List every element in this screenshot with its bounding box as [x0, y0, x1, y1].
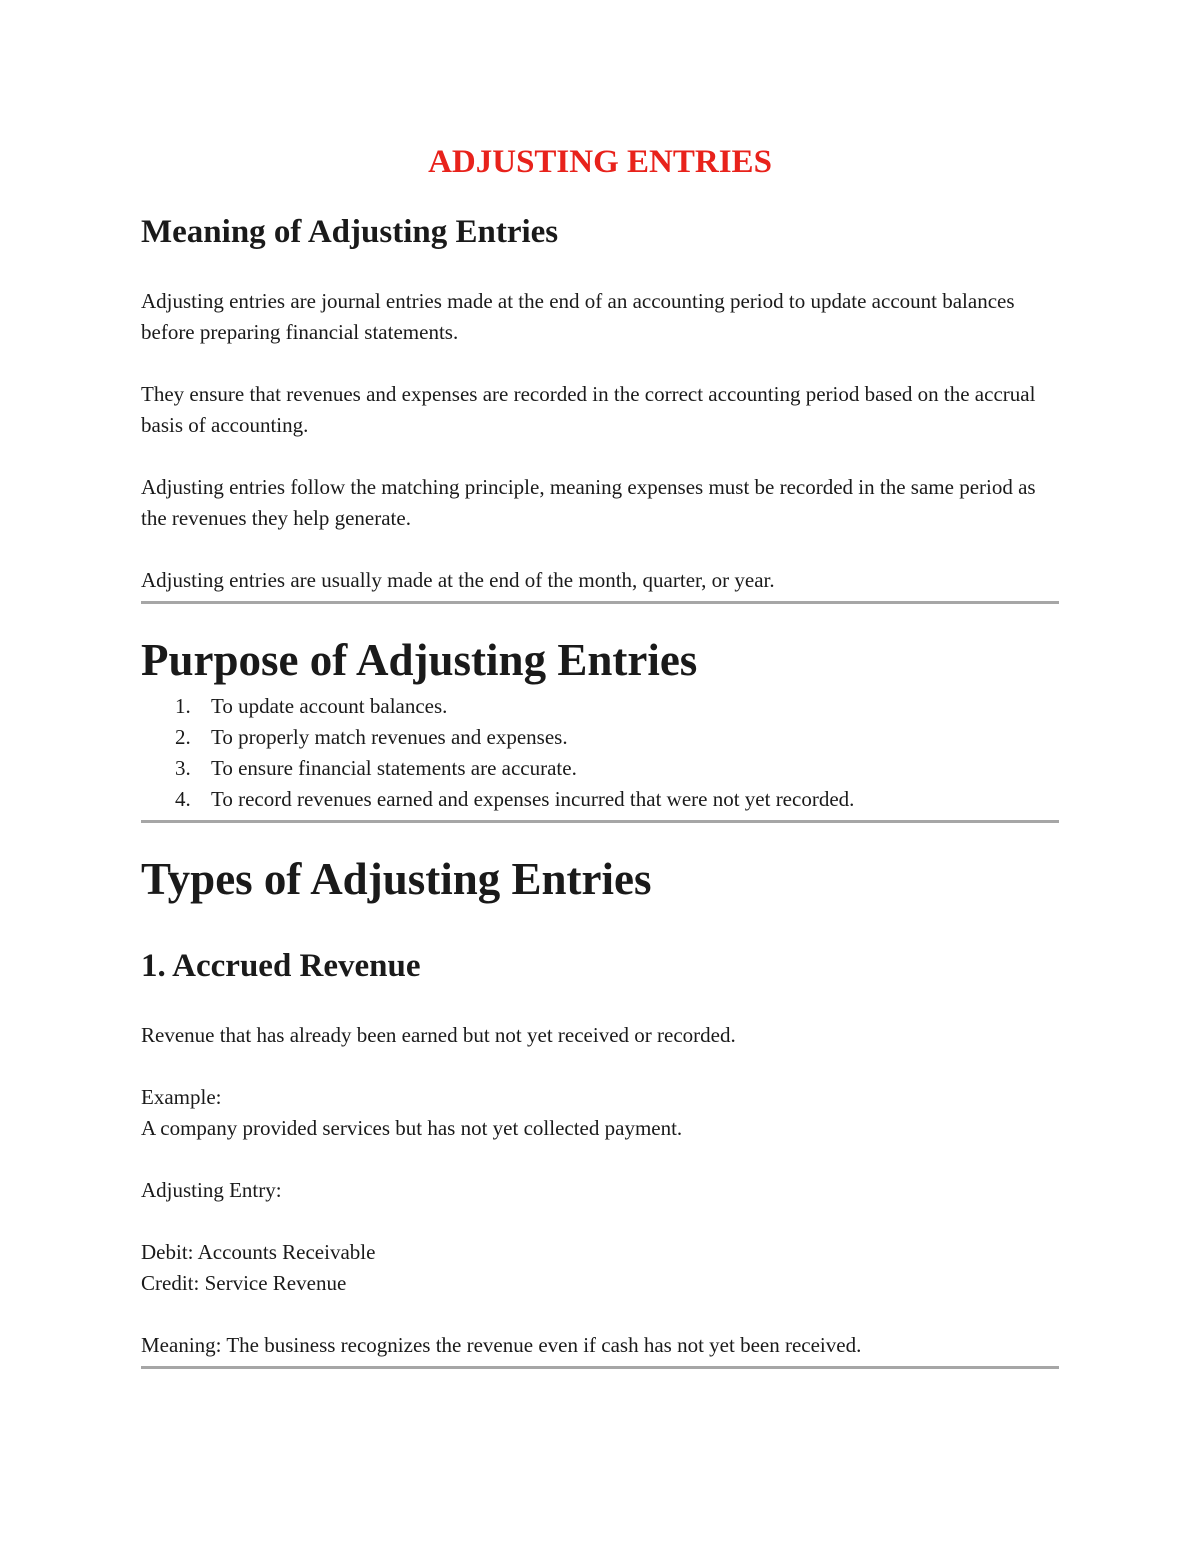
list-item — [141, 784, 854, 815]
meaning-paragraph-1: Adjusting entries are journal entries made at the end of an accounting period to update account balances before preparing financial statements. — [141, 289, 1015, 344]
list-item-text: To ensure financial statements are accurate. — [211, 756, 577, 780]
meaning-paragraph-3: Adjusting entries follow the matching principle, meaning expenses must be recorded in the same period as the revenues they help generate. — [141, 475, 1036, 530]
list-item — [141, 691, 854, 722]
list-item-text: To properly match revenues and expenses. — [211, 725, 568, 749]
meaning-paragraph-2: They ensure that revenues and expenses are recorded in the correct accounting period based on the accrual basis of accounting. — [141, 382, 1036, 437]
list-item-number: 3. — [175, 756, 191, 780]
document-title: ADJUSTING ENTRIES — [428, 144, 772, 180]
credit-line: Credit: Service Revenue — [141, 1271, 347, 1295]
meaning-paragraph-4: Adjusting entries are usually made at the end of the month, quarter, or year. — [141, 568, 775, 592]
list-item-number: 1. — [175, 694, 191, 718]
list-item — [141, 753, 854, 784]
section-divider — [141, 601, 1059, 604]
list-item-number: 4. — [175, 787, 191, 811]
list-item-text: To record revenues earned and expenses incurred that were not yet recorded. — [211, 787, 855, 811]
list-item-number: 2. — [175, 725, 191, 749]
accrued-revenue-definition: Revenue that has already been earned but not yet received or recorded. — [141, 1023, 736, 1047]
section-divider — [141, 1366, 1059, 1369]
example-text: A company provided services but has not yet collected payment. — [141, 1116, 683, 1140]
section-divider — [141, 820, 1059, 823]
meaning-line: Meaning: The business recognizes the revenue even if cash has not yet been received. — [141, 1333, 862, 1357]
adjusting-entry-label: Adjusting Entry: — [141, 1178, 282, 1202]
list-item-text: To update account balances. — [211, 694, 448, 718]
list-item — [141, 722, 854, 753]
meaning-heading: Meaning of Adjusting Entries — [141, 214, 559, 250]
types-heading: Types of Adjusting Entries — [141, 854, 652, 904]
accrued-revenue-heading: 1. Accrued Revenue — [141, 948, 421, 984]
purpose-heading: Purpose of Adjusting Entries — [141, 635, 698, 685]
example-label: Example: — [141, 1085, 222, 1109]
purpose-list — [141, 691, 854, 815]
debit-line: Debit: Accounts Receivable — [141, 1240, 376, 1264]
